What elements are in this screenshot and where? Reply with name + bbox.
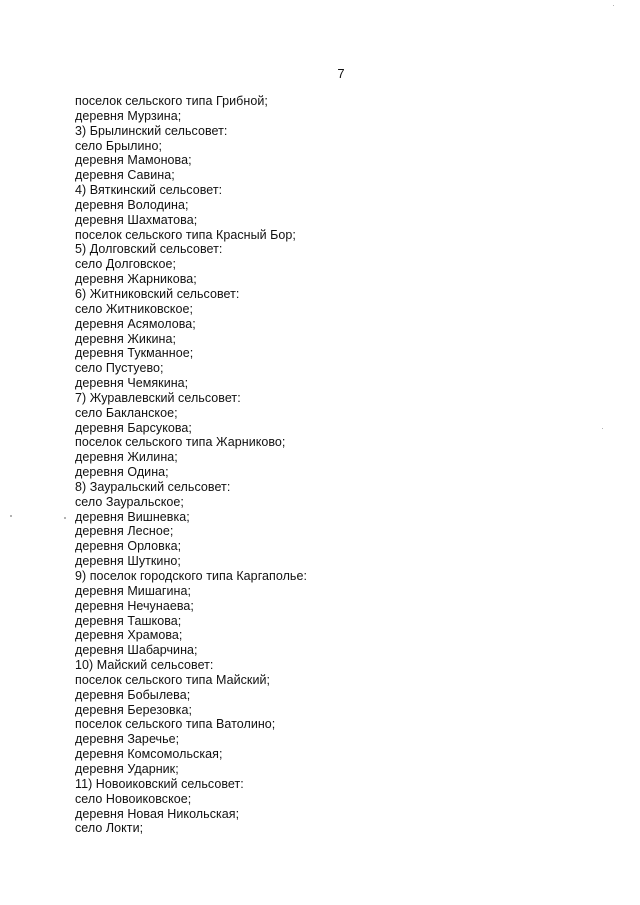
list-item: деревня Мамонова; xyxy=(75,153,192,168)
list-item: деревня Шуткино; xyxy=(75,554,181,569)
list-item: поселок сельского типа Ватолино; xyxy=(75,717,276,732)
list-item: село Зауральское; xyxy=(75,494,184,509)
list-item: деревня Жикина; xyxy=(75,331,176,346)
list-item: деревня Бобылева; xyxy=(75,687,191,702)
list-item: деревня Барсукова; xyxy=(75,420,192,435)
list-item: деревня Тукманное; xyxy=(75,346,194,361)
list-item: деревня Мишагина; xyxy=(75,583,192,598)
list-item: поселок сельского типа Грибной; xyxy=(75,94,268,108)
list-item: 5) Долговский сельсовет: xyxy=(75,242,223,257)
settlement-list xyxy=(75,94,307,836)
list-item: деревня Ташкова; xyxy=(75,613,182,628)
list-item: 11) Новоиковский сельсовет: xyxy=(75,776,244,791)
list-item: село Бакланское; xyxy=(75,405,178,420)
list-item: 9) поселок городского типа Каргаполье: xyxy=(75,569,308,583)
page-number: 7 xyxy=(337,66,345,81)
list-item: деревня Лесное; xyxy=(75,524,174,539)
list-item: село Пустуево; xyxy=(75,361,164,376)
list-item: село Житниковское; xyxy=(75,301,193,316)
list-item: 3) Брылинский сельсовет: xyxy=(75,123,228,138)
list-item: село Локти; xyxy=(75,821,144,836)
list-item: деревня Мурзина; xyxy=(75,108,182,123)
list-item: деревня Володина; xyxy=(75,197,189,212)
list-item: деревня Орловка; xyxy=(75,539,182,554)
list-item: деревня Жарникова; xyxy=(75,272,197,287)
list-item: деревня Жилина; xyxy=(75,450,178,465)
list-item: село Брылино; xyxy=(75,138,163,153)
list-item: деревня Одина; xyxy=(75,465,169,480)
list-item: деревня Чемякина; xyxy=(75,376,189,391)
list-item: деревня Шахматова; xyxy=(75,212,198,227)
list-item: 10) Майский сельсовет: xyxy=(75,658,214,673)
list-item: деревня Асямолова; xyxy=(75,316,196,331)
list-item: поселок сельского типа Красный Бор; xyxy=(75,227,296,242)
list-item: деревня Ударник; xyxy=(75,761,179,776)
list-item: деревня Заречье; xyxy=(75,732,180,747)
list-item: деревня Новая Никольская; xyxy=(75,806,240,821)
list-item: деревня Комсомольская; xyxy=(75,747,223,762)
list-item: 7) Журавлевский сельсовет: xyxy=(75,390,241,405)
scan-speck xyxy=(10,515,12,517)
list-item: 4) Вяткинский сельсовет: xyxy=(75,183,223,198)
list-item: деревня Березовка; xyxy=(75,702,192,717)
list-item: деревня Шабарчина; xyxy=(75,643,198,658)
list-item: деревня Нечунаева; xyxy=(75,598,194,613)
list-item: 6) Житниковский сельсовет: xyxy=(75,286,240,301)
list-item: поселок сельского типа Жарниково; xyxy=(75,435,286,450)
scan-speck xyxy=(602,428,603,429)
list-item: деревня Савина; xyxy=(75,168,175,183)
list-item: деревня Храмова; xyxy=(75,628,183,643)
list-item: село Долговское; xyxy=(75,257,176,272)
scan-speck xyxy=(613,5,614,6)
list-item: поселок сельского типа Майский; xyxy=(75,672,271,687)
scan-speck xyxy=(64,517,66,519)
list-item: деревня Вишневка; xyxy=(75,509,190,524)
list-item: село Новоиковское; xyxy=(75,791,192,806)
list-item: 8) Зауральский сельсовет: xyxy=(75,479,231,494)
